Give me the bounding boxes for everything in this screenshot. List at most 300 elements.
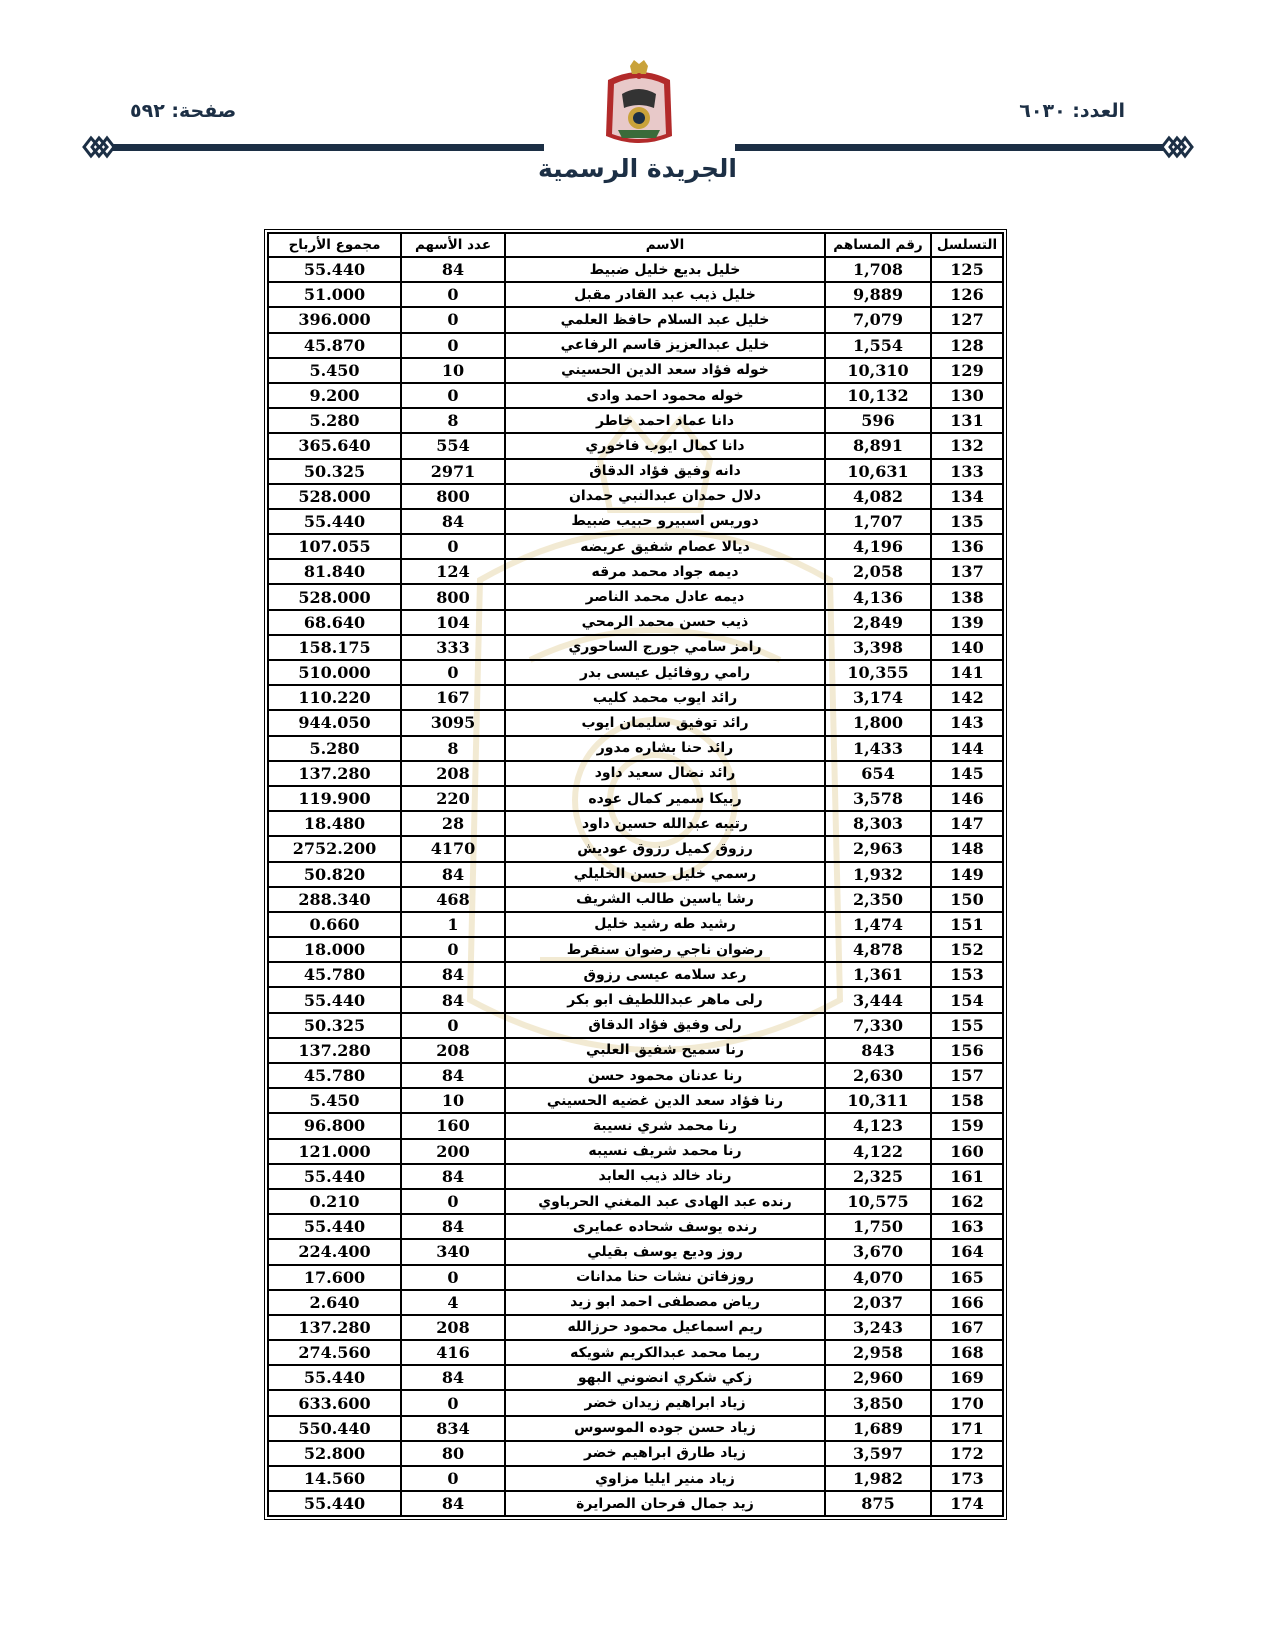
- serial-cell: 140: [931, 635, 1003, 660]
- serial-cell: 162: [931, 1189, 1003, 1214]
- dividends-cell: 528.000: [268, 484, 401, 509]
- dividends-cell: 52.800: [268, 1441, 401, 1466]
- table-header-row: [268, 233, 1003, 257]
- table-row: [268, 584, 1003, 609]
- serial-cell: 147: [931, 811, 1003, 836]
- name-cell: رنا سميح شفيق العلبي: [505, 1038, 825, 1063]
- table-row: [268, 1265, 1003, 1290]
- dividends-cell: 55.440: [268, 1164, 401, 1189]
- table-row: [268, 1441, 1003, 1466]
- dividends-cell: 68.640: [268, 610, 401, 635]
- table-row: [268, 1063, 1003, 1088]
- shareholder-number-cell: 2,849: [825, 610, 931, 635]
- serial-cell: 141: [931, 660, 1003, 685]
- table-row: [268, 610, 1003, 635]
- name-cell: ريم اسماعيل محمود حرزالله: [505, 1315, 825, 1340]
- serial-cell: 130: [931, 383, 1003, 408]
- header-serial: التسلسل: [931, 233, 1003, 257]
- serial-cell: 152: [931, 937, 1003, 962]
- shareholder-number-cell: 7,079: [825, 307, 931, 332]
- table-row: [268, 1290, 1003, 1315]
- name-cell: رلى وفيق فؤاد الدقاق: [505, 1013, 825, 1038]
- table-row: [268, 1113, 1003, 1138]
- shares-cell: 1: [401, 912, 505, 937]
- shareholder-number-cell: 843: [825, 1038, 931, 1063]
- dividends-cell: 288.340: [268, 887, 401, 912]
- shares-cell: 0: [401, 534, 505, 559]
- table-row: [268, 761, 1003, 786]
- table-row: [268, 1164, 1003, 1189]
- dividends-cell: 0.210: [268, 1189, 401, 1214]
- table-row: [268, 1466, 1003, 1491]
- table-row: [268, 685, 1003, 710]
- shares-cell: 2971: [401, 459, 505, 484]
- shareholder-number-cell: 2,958: [825, 1340, 931, 1365]
- name-cell: زكي شكري انضوني البهو: [505, 1365, 825, 1390]
- name-cell: رنا محمد شري نسيبة: [505, 1113, 825, 1138]
- shares-cell: 84: [401, 962, 505, 987]
- dividends-cell: 55.440: [268, 987, 401, 1012]
- table-row: [268, 358, 1003, 383]
- name-cell: خليل بديع خليل ضبيط: [505, 257, 825, 282]
- serial-cell: 138: [931, 584, 1003, 609]
- name-cell: ديالا عصام شفيق عريضه: [505, 534, 825, 559]
- shares-cell: 84: [401, 509, 505, 534]
- shareholder-number-cell: 10,631: [825, 459, 931, 484]
- serial-cell: 136: [931, 534, 1003, 559]
- table-row: [268, 811, 1003, 836]
- shares-cell: 10: [401, 358, 505, 383]
- dividends-cell: 944.050: [268, 710, 401, 735]
- dividends-cell: 55.440: [268, 1491, 401, 1516]
- dividends-cell: 158.175: [268, 635, 401, 660]
- serial-cell: 144: [931, 736, 1003, 761]
- name-cell: رتيبه عبدالله حسين داود: [505, 811, 825, 836]
- table-row: [268, 987, 1003, 1012]
- serial-cell: 131: [931, 408, 1003, 433]
- shareholder-number-cell: 3,850: [825, 1390, 931, 1415]
- table-body: [268, 257, 1003, 1516]
- table-row: [268, 307, 1003, 332]
- name-cell: رنده يوسف شحاده عمايرى: [505, 1214, 825, 1239]
- header-total-dividends: مجموع الأرباح: [268, 233, 401, 257]
- header-shares-count: عدد الأسهم: [401, 233, 505, 257]
- name-cell: رائد نضال سعيد داود: [505, 761, 825, 786]
- serial-cell: 134: [931, 484, 1003, 509]
- name-cell: رشيد طه رشيد خليل: [505, 912, 825, 937]
- shares-cell: 8: [401, 408, 505, 433]
- serial-cell: 139: [931, 610, 1003, 635]
- serial-cell: 137: [931, 559, 1003, 584]
- table-row: [268, 257, 1003, 282]
- serial-cell: 151: [931, 912, 1003, 937]
- serial-cell: 161: [931, 1164, 1003, 1189]
- dividends-cell: 45.870: [268, 333, 401, 358]
- shareholder-number-cell: 596: [825, 408, 931, 433]
- shares-cell: 84: [401, 257, 505, 282]
- shares-cell: 124: [401, 559, 505, 584]
- serial-cell: 163: [931, 1214, 1003, 1239]
- table-row: [268, 912, 1003, 937]
- shareholder-number-cell: 3,670: [825, 1239, 931, 1264]
- dividends-cell: 528.000: [268, 584, 401, 609]
- name-cell: رلى ماهر عبداللطيف ابو بكر: [505, 987, 825, 1012]
- shareholder-number-cell: 4,082: [825, 484, 931, 509]
- dividends-cell: 550.440: [268, 1416, 401, 1441]
- serial-cell: 135: [931, 509, 1003, 534]
- serial-cell: 170: [931, 1390, 1003, 1415]
- shares-cell: 208: [401, 1038, 505, 1063]
- name-cell: زياد ابراهيم زيدان خضر: [505, 1390, 825, 1415]
- shareholder-number-cell: 9,889: [825, 282, 931, 307]
- table-row: [268, 736, 1003, 761]
- shareholders-table-container: [267, 232, 1002, 1517]
- serial-cell: 169: [931, 1365, 1003, 1390]
- dividends-cell: 119.900: [268, 786, 401, 811]
- serial-cell: 166: [931, 1290, 1003, 1315]
- serial-cell: 127: [931, 307, 1003, 332]
- shareholder-number-cell: 2,037: [825, 1290, 931, 1315]
- shareholder-number-cell: 4,878: [825, 937, 931, 962]
- name-cell: زياد طارق ابراهيم خضر: [505, 1441, 825, 1466]
- dividends-cell: 96.800: [268, 1113, 401, 1138]
- masthead-title: الجريدة الرسمية: [537, 154, 738, 183]
- shares-cell: 0: [401, 1265, 505, 1290]
- serial-cell: 133: [931, 459, 1003, 484]
- shares-cell: 0: [401, 660, 505, 685]
- dividends-cell: 55.440: [268, 1365, 401, 1390]
- shares-cell: 340: [401, 1239, 505, 1264]
- dividends-cell: 9.200: [268, 383, 401, 408]
- dividends-cell: 2.640: [268, 1290, 401, 1315]
- shares-cell: 554: [401, 433, 505, 458]
- serial-cell: 171: [931, 1416, 1003, 1441]
- serial-cell: 129: [931, 358, 1003, 383]
- name-cell: رامي روفائيل عيسى بدر: [505, 660, 825, 685]
- table-row: [268, 1390, 1003, 1415]
- shareholders-table: [267, 232, 1004, 1517]
- name-cell: رياض مصطفى احمد ابو زيد: [505, 1290, 825, 1315]
- serial-cell: 149: [931, 862, 1003, 887]
- shareholder-number-cell: 654: [825, 761, 931, 786]
- serial-cell: 145: [931, 761, 1003, 786]
- shareholder-number-cell: 3,398: [825, 635, 931, 660]
- name-cell: رنا عدنان محمود حسن: [505, 1063, 825, 1088]
- serial-cell: 167: [931, 1315, 1003, 1340]
- name-cell: ذيب حسن محمد الرمحي: [505, 610, 825, 635]
- dividends-cell: 45.780: [268, 962, 401, 987]
- name-cell: زيد جمال فرحان الصرايرة: [505, 1491, 825, 1516]
- shareholder-number-cell: 2,058: [825, 559, 931, 584]
- table-row: [268, 282, 1003, 307]
- shares-cell: 84: [401, 1214, 505, 1239]
- shares-cell: 0: [401, 1189, 505, 1214]
- shareholder-number-cell: 2,963: [825, 836, 931, 861]
- name-cell: زياد حسن جوده الموسوس: [505, 1416, 825, 1441]
- name-cell: خليل ذيب عبد القادر مقبل: [505, 282, 825, 307]
- dividends-cell: 18.000: [268, 937, 401, 962]
- name-cell: رعد سلامه عيسى رزوق: [505, 962, 825, 987]
- shares-cell: 80: [401, 1441, 505, 1466]
- shares-cell: 416: [401, 1340, 505, 1365]
- serial-cell: 154: [931, 987, 1003, 1012]
- shareholder-number-cell: 1,554: [825, 333, 931, 358]
- shareholder-number-cell: 3,444: [825, 987, 931, 1012]
- shareholder-number-cell: 10,132: [825, 383, 931, 408]
- shareholder-number-cell: 1,750: [825, 1214, 931, 1239]
- shares-cell: 8: [401, 736, 505, 761]
- serial-cell: 158: [931, 1088, 1003, 1113]
- shares-cell: 84: [401, 1365, 505, 1390]
- table-row: [268, 1491, 1003, 1516]
- table-row: [268, 1038, 1003, 1063]
- name-cell: دانا كمال ايوب فاخوري: [505, 433, 825, 458]
- shareholder-number-cell: 4,070: [825, 1265, 931, 1290]
- dividends-cell: 137.280: [268, 1315, 401, 1340]
- shares-cell: 28: [401, 811, 505, 836]
- shareholder-number-cell: 10,311: [825, 1088, 931, 1113]
- serial-cell: 148: [931, 836, 1003, 861]
- shares-cell: 3095: [401, 710, 505, 735]
- table-row: [268, 836, 1003, 861]
- dividends-cell: 50.325: [268, 459, 401, 484]
- name-cell: دانا عماد احمد خاطر: [505, 408, 825, 433]
- dividends-cell: 18.480: [268, 811, 401, 836]
- table-row: [268, 509, 1003, 534]
- dividends-cell: 50.325: [268, 1013, 401, 1038]
- shares-cell: 0: [401, 937, 505, 962]
- name-cell: ديمه جواد محمد مرقه: [505, 559, 825, 584]
- dividends-cell: 137.280: [268, 1038, 401, 1063]
- serial-cell: 174: [931, 1491, 1003, 1516]
- table-row: [268, 383, 1003, 408]
- name-cell: ديمه عادل محمد الناصر: [505, 584, 825, 609]
- shares-cell: 0: [401, 383, 505, 408]
- shares-cell: 468: [401, 887, 505, 912]
- shareholder-number-cell: 2,630: [825, 1063, 931, 1088]
- shares-cell: 84: [401, 1491, 505, 1516]
- shares-cell: 0: [401, 1013, 505, 1038]
- serial-cell: 146: [931, 786, 1003, 811]
- serial-cell: 143: [931, 710, 1003, 735]
- table-row: [268, 333, 1003, 358]
- name-cell: ربيكا سمير كمال عوده: [505, 786, 825, 811]
- shares-cell: 4170: [401, 836, 505, 861]
- shareholder-number-cell: 2,350: [825, 887, 931, 912]
- table-row: [268, 887, 1003, 912]
- serial-cell: 160: [931, 1139, 1003, 1164]
- shareholder-number-cell: 3,578: [825, 786, 931, 811]
- dividends-cell: 274.560: [268, 1340, 401, 1365]
- dividends-cell: 365.640: [268, 433, 401, 458]
- shareholder-number-cell: 1,361: [825, 962, 931, 987]
- serial-cell: 126: [931, 282, 1003, 307]
- table-row: [268, 1365, 1003, 1390]
- dividends-cell: 110.220: [268, 685, 401, 710]
- name-cell: رنده عبد الهادى عبد المغني الحرباوي: [505, 1189, 825, 1214]
- table-row: [268, 1340, 1003, 1365]
- table-row: [268, 534, 1003, 559]
- name-cell: رضوان ناجي رضوان سنقرط: [505, 937, 825, 962]
- shares-cell: 0: [401, 1466, 505, 1491]
- shares-cell: 800: [401, 584, 505, 609]
- page-header: [0, 0, 1275, 210]
- shareholder-number-cell: 8,891: [825, 433, 931, 458]
- table-row: [268, 1239, 1003, 1264]
- shares-cell: 84: [401, 862, 505, 887]
- name-cell: رناد خالد ذيب العابد: [505, 1164, 825, 1189]
- dividends-cell: 510.000: [268, 660, 401, 685]
- dividends-cell: 45.780: [268, 1063, 401, 1088]
- shares-cell: 84: [401, 987, 505, 1012]
- page-number: صفحة: ٥٩٢: [130, 100, 237, 122]
- table-row: [268, 433, 1003, 458]
- coat-of-arms-icon: [600, 58, 678, 150]
- table-row: [268, 1189, 1003, 1214]
- shareholder-number-cell: 1,708: [825, 257, 931, 282]
- table-row: [268, 962, 1003, 987]
- name-cell: دلال حمدان عبدالنبي حمدان: [505, 484, 825, 509]
- dividends-cell: 55.440: [268, 1214, 401, 1239]
- name-cell: خوله فؤاد سعد الدين الحسيني: [505, 358, 825, 383]
- dividends-cell: 14.560: [268, 1466, 401, 1491]
- shares-cell: 4: [401, 1290, 505, 1315]
- shareholder-number-cell: 1,982: [825, 1466, 931, 1491]
- dividends-cell: 107.055: [268, 534, 401, 559]
- dividends-cell: 5.450: [268, 358, 401, 383]
- shareholder-number-cell: 875: [825, 1491, 931, 1516]
- shares-cell: 167: [401, 685, 505, 710]
- table-row: [268, 1315, 1003, 1340]
- shares-cell: 333: [401, 635, 505, 660]
- shareholder-number-cell: 1,800: [825, 710, 931, 735]
- shares-cell: 0: [401, 307, 505, 332]
- shares-cell: 10: [401, 1088, 505, 1113]
- name-cell: رائد حنا بشاره مدور: [505, 736, 825, 761]
- table-row: [268, 459, 1003, 484]
- serial-cell: 128: [931, 333, 1003, 358]
- table-row: [268, 786, 1003, 811]
- shareholder-number-cell: 3,597: [825, 1441, 931, 1466]
- dividends-cell: 81.840: [268, 559, 401, 584]
- shares-cell: 0: [401, 1390, 505, 1415]
- shares-cell: 160: [401, 1113, 505, 1138]
- name-cell: رائد ايوب محمد كليب: [505, 685, 825, 710]
- dividends-cell: 224.400: [268, 1239, 401, 1264]
- dividends-cell: 2752.200: [268, 836, 401, 861]
- shareholder-number-cell: 1,707: [825, 509, 931, 534]
- table-row: [268, 559, 1003, 584]
- name-cell: خليل عبدالعزيز قاسم الرفاعي: [505, 333, 825, 358]
- table-row: [268, 1214, 1003, 1239]
- name-cell: خليل عبد السلام حافظ العلمي: [505, 307, 825, 332]
- serial-cell: 132: [931, 433, 1003, 458]
- shareholder-number-cell: 7,330: [825, 1013, 931, 1038]
- table-row: [268, 408, 1003, 433]
- table-row: [268, 1013, 1003, 1038]
- dividends-cell: 0.660: [268, 912, 401, 937]
- name-cell: رنا فؤاد سعد الدين غضيه الحسيني: [505, 1088, 825, 1113]
- shareholder-number-cell: 4,196: [825, 534, 931, 559]
- dividends-cell: 137.280: [268, 761, 401, 786]
- name-cell: دوريس اسبيرو حبيب ضبيط: [505, 509, 825, 534]
- shares-cell: 84: [401, 1063, 505, 1088]
- dividends-cell: 17.600: [268, 1265, 401, 1290]
- shareholder-number-cell: 1,932: [825, 862, 931, 887]
- dividends-cell: 633.600: [268, 1390, 401, 1415]
- shareholder-number-cell: 3,174: [825, 685, 931, 710]
- shareholder-number-cell: 10,310: [825, 358, 931, 383]
- serial-cell: 155: [931, 1013, 1003, 1038]
- table-row: [268, 862, 1003, 887]
- dividends-cell: 5.450: [268, 1088, 401, 1113]
- table-row: [268, 660, 1003, 685]
- name-cell: ريما محمد عبدالكريم شويكه: [505, 1340, 825, 1365]
- shares-cell: 0: [401, 282, 505, 307]
- dividends-cell: 55.440: [268, 257, 401, 282]
- shareholder-number-cell: 2,960: [825, 1365, 931, 1390]
- table-row: [268, 937, 1003, 962]
- dividends-cell: 396.000: [268, 307, 401, 332]
- shareholder-number-cell: 3,243: [825, 1315, 931, 1340]
- table-row: [268, 484, 1003, 509]
- table-row: [268, 1139, 1003, 1164]
- serial-cell: 150: [931, 887, 1003, 912]
- serial-cell: 142: [931, 685, 1003, 710]
- serial-cell: 159: [931, 1113, 1003, 1138]
- shares-cell: 834: [401, 1416, 505, 1441]
- shares-cell: 200: [401, 1139, 505, 1164]
- dividends-cell: 5.280: [268, 408, 401, 433]
- serial-cell: 156: [931, 1038, 1003, 1063]
- shares-cell: 104: [401, 610, 505, 635]
- dividends-cell: 5.280: [268, 736, 401, 761]
- name-cell: رسمي خليل حسن الخليلي: [505, 862, 825, 887]
- name-cell: زياد منير ايليا مزاوي: [505, 1466, 825, 1491]
- shareholder-number-cell: 4,136: [825, 584, 931, 609]
- issue-number: العدد: ٦٠٣٠: [1019, 100, 1125, 122]
- shares-cell: 800: [401, 484, 505, 509]
- shares-cell: 208: [401, 761, 505, 786]
- shareholder-number-cell: 2,325: [825, 1164, 931, 1189]
- shares-cell: 208: [401, 1315, 505, 1340]
- serial-cell: 165: [931, 1265, 1003, 1290]
- table-row: [268, 1088, 1003, 1113]
- serial-cell: 153: [931, 962, 1003, 987]
- shareholder-number-cell: 1,474: [825, 912, 931, 937]
- table-row: [268, 1416, 1003, 1441]
- name-cell: دانه وفيق فؤاد الدقاق: [505, 459, 825, 484]
- shareholder-number-cell: 10,355: [825, 660, 931, 685]
- serial-cell: 164: [931, 1239, 1003, 1264]
- name-cell: روز وديع يوسف بقيلي: [505, 1239, 825, 1264]
- name-cell: روزفاتن نشات حنا مدانات: [505, 1265, 825, 1290]
- header-rule-right: [735, 144, 1163, 151]
- header-name: الاسم: [505, 233, 825, 257]
- dividends-cell: 51.000: [268, 282, 401, 307]
- dividends-cell: 55.440: [268, 509, 401, 534]
- name-cell: رزوق كميل رزوق عوديش: [505, 836, 825, 861]
- serial-cell: 125: [931, 257, 1003, 282]
- shareholder-number-cell: 4,122: [825, 1139, 931, 1164]
- serial-cell: 157: [931, 1063, 1003, 1088]
- shareholder-number-cell: 8,303: [825, 811, 931, 836]
- shares-cell: 220: [401, 786, 505, 811]
- header-shareholder-number: رقم المساهم: [825, 233, 931, 257]
- shareholder-number-cell: 4,123: [825, 1113, 931, 1138]
- shareholder-number-cell: 1,433: [825, 736, 931, 761]
- shareholder-number-cell: 1,689: [825, 1416, 931, 1441]
